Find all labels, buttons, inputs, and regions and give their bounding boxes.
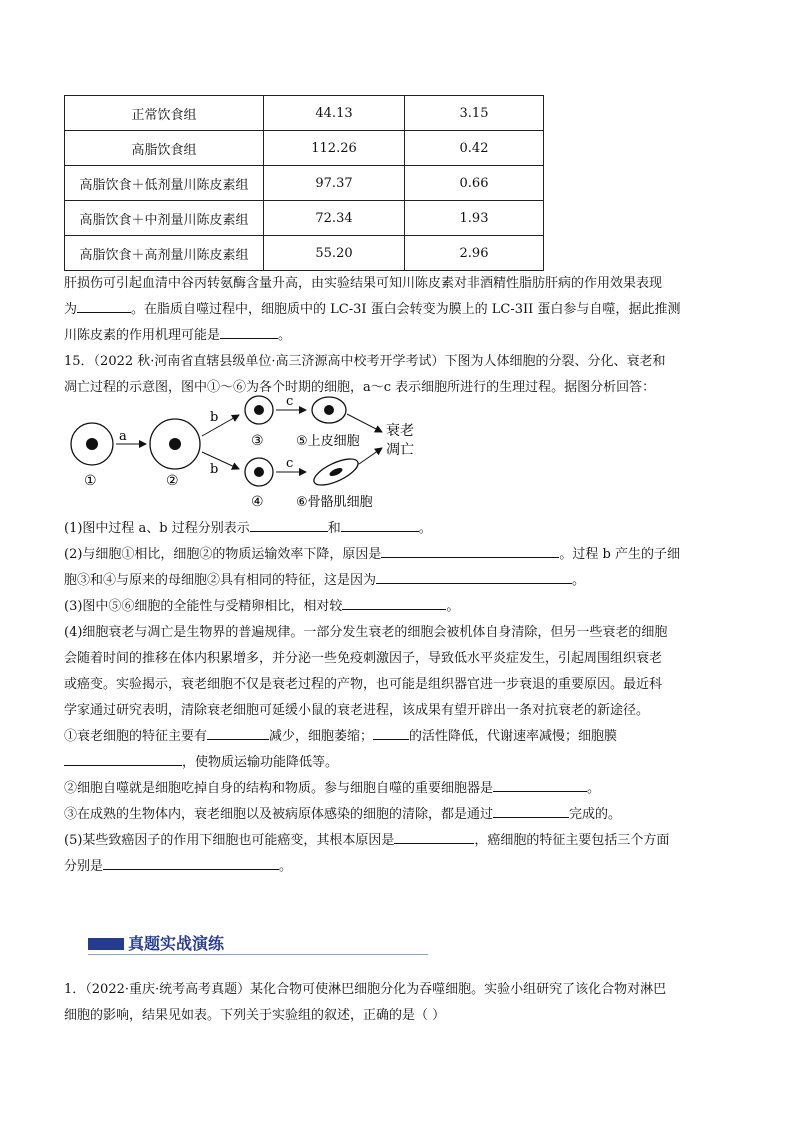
text-segment: ，癌细胞的特征主要包括三个方面 (474, 833, 670, 848)
table-row (65, 166, 544, 201)
text-line: 15．（2022 秋·河南省直辖县级单位·高三济源高中校考开学考试）下图为人体细胞的分裂、分化、衰老和 (64, 354, 666, 369)
heading-bar (88, 938, 124, 950)
text-segment: 。 (572, 573, 586, 588)
question-15-body (64, 516, 736, 880)
text-line (64, 542, 736, 568)
section-heading (88, 930, 428, 958)
heading-underline (88, 954, 428, 955)
table-cell: 1.93 (405, 201, 544, 236)
text-line: 1．（2022·重庆·统考高考真题）某化合物可使淋巴细胞分化为吞噬细胞。实验小组研究了该化合物对淋巴 (64, 982, 667, 997)
text-line (64, 271, 736, 297)
data-table (64, 95, 544, 271)
table-cell: 高脂饮食＋中剂量川陈皮素组 (65, 201, 264, 236)
table-cell: 44.13 (264, 96, 405, 131)
text-line (64, 854, 736, 880)
text-line (64, 297, 736, 323)
table-cell: 97.37 (264, 166, 405, 201)
text-segment: 。 (446, 599, 460, 614)
text-segment: (5)某些致癌因子的作用下细胞也可能癌变，其根本原因是 (64, 833, 395, 848)
table-cell: 112.26 (264, 131, 405, 166)
table-row (65, 236, 544, 271)
text-segment: 和 (327, 521, 341, 536)
text-segment: 完成的。 (569, 807, 622, 822)
text-segment: (3)图中⑤⑥细胞的全能性与受精卵相比，相对较 (64, 599, 343, 614)
nucleus (86, 438, 98, 450)
text-segment: 。在脂质自噬过程中，细胞质中的 LC-3I 蛋白会转变为膜上的 LC-3II 蛋白参与自噬，据此推测 (131, 302, 681, 317)
answer-blank[interactable] (341, 517, 419, 532)
question-1-text (64, 977, 736, 1029)
answer-blank[interactable] (373, 725, 409, 740)
table-cell: 72.34 (264, 201, 405, 236)
label-2: ② (166, 473, 179, 489)
nucleus (254, 467, 264, 477)
text-segment: 肝损伤可引起血清中谷丙转氨酶含量升高，由实验结果可知川陈皮素对非酒精性脂肪肝病的作用效果表现 (64, 276, 663, 291)
text-segment: 减少，细胞萎缩； (269, 729, 374, 744)
text-segment: 。 (278, 328, 292, 343)
answer-blank[interactable] (220, 324, 278, 339)
text-line: 或癌变。实验揭示，衰老细胞不仅是衰老过程的产物，也可能是组织器官进一步衰退的重要原因。最近科 (64, 677, 663, 692)
text-line (64, 750, 736, 776)
nucleus (254, 405, 264, 415)
text-line: (4)细胞衰老与凋亡是生物界的普遍规律。一部分发生衰老的细胞会被机体自身清除，但另一些衰老的细胞 (64, 625, 668, 640)
text-line (64, 776, 736, 802)
text-segment: 分别是 (64, 859, 104, 874)
answer-blank[interactable] (342, 595, 446, 610)
table-cell: 0.66 (405, 166, 544, 201)
table-cell: 55.20 (264, 236, 405, 271)
answer-blank[interactable] (64, 751, 182, 766)
answer-blank[interactable] (103, 855, 279, 870)
text-segment: 。 (587, 781, 601, 796)
nucleus (328, 466, 343, 477)
table-cell: 0.42 (405, 131, 544, 166)
arrow-to-fate-lower (359, 448, 382, 464)
text-segment: 为 (64, 302, 78, 317)
answer-blank[interactable] (77, 298, 131, 313)
cell-process-diagram (64, 390, 424, 510)
text-line (64, 724, 736, 750)
text-segment: 的活性降低，代谢速率减慢；细胞膜 (409, 729, 618, 744)
label-epithelial: ⑤上皮细胞 (296, 434, 360, 449)
answer-blank[interactable] (394, 829, 474, 844)
text-segment: 川陈皮素的作用机理可能是 (64, 328, 221, 343)
section-title: 真题实战演练 (128, 934, 225, 953)
text-line: 凋亡过程的示意图，图中①～⑥为各个时期的细胞，a～c 表示细胞所进行的生理过程。据图分析回答： (64, 380, 656, 395)
answer-blank[interactable] (381, 543, 559, 558)
table-cell: 高脂饮食组 (65, 131, 264, 166)
text-line (64, 802, 736, 828)
text-segment: ③在成熟的生物体内，衰老细胞以及被病原体感染的细胞的清除，都是通过 (64, 807, 494, 822)
table-row (65, 201, 544, 236)
arrow-b-upper (202, 415, 239, 436)
answer-blank[interactable] (207, 725, 269, 740)
arrow-b-lower (202, 452, 239, 469)
label-4: ④ (251, 494, 264, 510)
nucleus (169, 438, 181, 450)
label-1: ① (84, 473, 97, 489)
text-line: 会随着时间的推移在体内积累增多，并分泌一些免疫刺激因子，导致低水平炎症发生，引起周围组织衰老 (64, 651, 663, 666)
label-b: b (210, 462, 219, 477)
label-c: c (286, 456, 294, 471)
label-b: b (210, 410, 219, 425)
text-line (64, 568, 736, 594)
table-cell: 高脂饮食＋低剂量川陈皮素组 (65, 166, 264, 201)
text-segment: ，使物质运输功能降低等。 (182, 755, 339, 770)
label-apoptosis: 凋亡 (386, 442, 414, 458)
text-line (64, 516, 736, 542)
label-a: a (119, 429, 127, 444)
text-line: 学家通过研究表明，清除衰老细胞可延缓小鼠的衰老进程，该成果有望开辟出一条对抗衰老的新途径。 (64, 703, 650, 718)
table-row (65, 131, 544, 166)
text-line (64, 323, 736, 349)
table-row (65, 96, 544, 131)
question-14-text (64, 271, 736, 349)
answer-blank[interactable] (493, 777, 587, 792)
text-segment: (2)与细胞①相比，细胞②的物质运输效率下降，原因是 (64, 547, 382, 562)
label-3: ③ (251, 433, 264, 449)
text-segment: 。 (279, 859, 293, 874)
answer-blank[interactable] (493, 803, 569, 818)
text-segment: ②细胞自噬就是细胞吃掉自身的结构和物质。参与细胞自噬的重要细胞器是 (64, 781, 494, 796)
table-cell: 3.15 (405, 96, 544, 131)
table-cell: 正常饮食组 (65, 96, 264, 131)
text-line (64, 594, 736, 620)
text-segment: (1)图中过程 a、b 过程分别表示 (64, 521, 250, 536)
label-muscle: ⑥骨骼肌细胞 (296, 495, 373, 510)
label-senescence: 衰老 (386, 423, 414, 439)
text-line: 细胞的影响，结果见如表。下列关于实验组的叙述，正确的是（ ） (64, 1008, 446, 1023)
nucleus (324, 405, 334, 415)
arrow-to-fate-upper (347, 414, 382, 432)
answer-blank[interactable] (376, 569, 572, 584)
table-cell: 2.96 (405, 236, 544, 271)
text-segment: 。过程 b 产生的子细 (559, 547, 681, 562)
text-segment: ①衰老细胞的特征主要有 (64, 729, 208, 744)
text-segment: 胞③和④与原来的母细胞②具有相同的特征，这是因为 (64, 573, 377, 588)
table-cell: 高脂饮食＋高剂量川陈皮素组 (65, 236, 264, 271)
label-c: c (286, 394, 294, 409)
text-segment: 。 (418, 521, 432, 536)
answer-blank[interactable] (250, 517, 328, 532)
text-line (64, 828, 736, 854)
